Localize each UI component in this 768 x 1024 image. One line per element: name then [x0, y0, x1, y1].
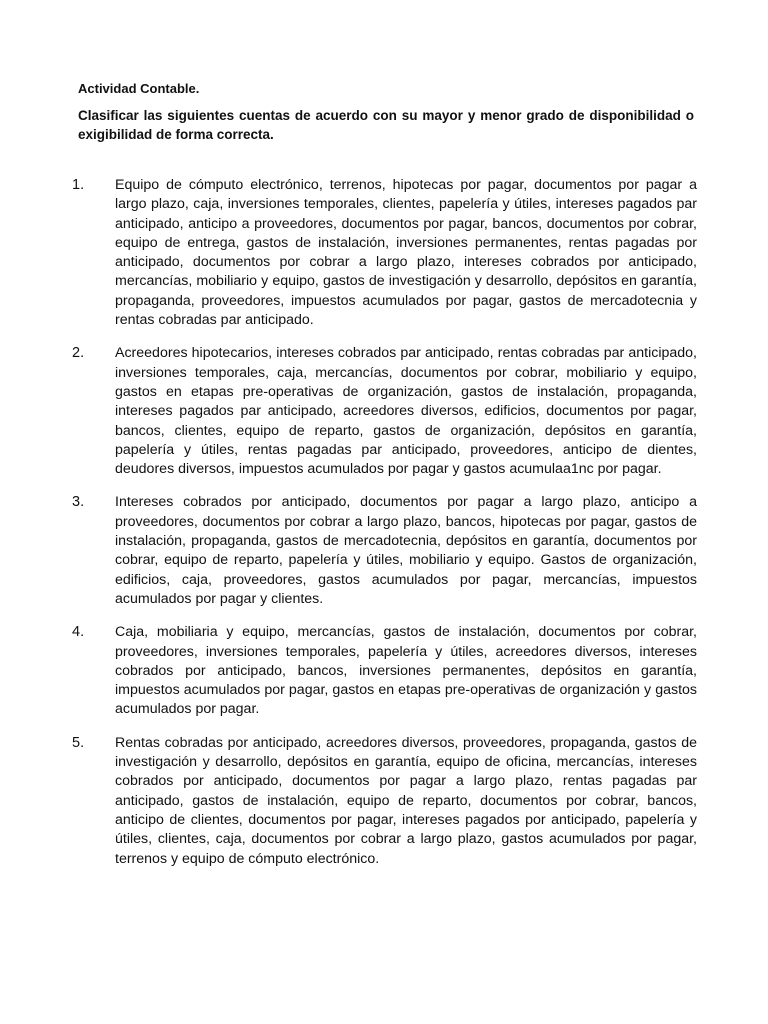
- list-item-text: Acreedores hipotecarios, intereses cobrados par anticipado, rentas cobradas par anticipado, inversiones temporales, caja, mercancías, documentos por cobrar, mobiliario y equipo, gastos en etapas pre-operativas de organización, gastos de instalación, propaganda, intereses pagados par anticipado, acreedores diversos, edificios, documentos por pagar, bancos, clientes, equipo de reparto, gastos de organización, depósitos en garantía, papelería y útiles, rentas pagadas par anticipado, proveedores, anticipo de dientes, deudores diversos, impuestos acumulados por pagar y gastos acumulaa1nc por pagar.: [115, 345, 697, 478]
- list-item-text: Caja, mobiliaria y equipo, mercancías, gastos de instalación, documentos por cobrar, proveedores, inversiones temporales, papelería y útiles, acreedores diversos, intereses cobrados por anticipado, bancos, inversiones permanentes, depósitos en garantía, impuestos acumulados por pagar, gastos en etapas pre-operativas de organización y gastos acumulados por pagar.: [115, 624, 697, 718]
- list-item: [0, 176, 768, 330]
- list-item-number: 4.: [72, 624, 85, 641]
- list-item-number: 2.: [72, 345, 85, 362]
- list-item: [0, 623, 768, 719]
- list-item: [0, 493, 768, 609]
- list-item-text: Equipo de cómputo electrónico, terrenos, hipotecas por pagar, documentos por pagar a largo plazo, caja, inversiones temporales, clientes, papelería y útiles, intereses pagados par anticipado, anticipo a proveedores, documentos por pagar, bancos, documentos por cobrar, equipo de entrega, gastos de instalación, inversiones permanentes, rentas pagadas por anticipado, documentos por cobrar a largo plazo, intereses cobrados por anticipado, mercancías, mobiliario y equipo, gastos de investigación y desarrollo, depósitos en garantía, propaganda, proveedores, impuestos acumulados por pagar, gastos de mercadotecnia y rentas cobradas par anticipado.: [115, 177, 697, 329]
- list-item: [0, 344, 768, 479]
- instructions-text: Clasificar las siguientes cuentas de acuerdo con su mayor y menor grado de disponibilidad o exigibilidad de forma correcta.: [78, 108, 694, 142]
- list-item-text: Rentas cobradas por anticipado, acreedores diversos, proveedores, propaganda, gastos de investigación y desarrollo, depósitos en garantía, equipo de oficina, mercancías, intereses cobrados por anticipado, documentos por pagar a largo plazo, rentas pagadas par anticipado, gastos de instalación, equipo de reparto, documentos por cobrar, bancos, anticipo de clientes, documentos por pagar, intereses pagados por anticipado, papelería y útiles, clientes, caja, documentos por cobrar a largo plazo, gastos acumulados por pagar, terrenos y equipo de cómputo electrónico.: [115, 734, 697, 867]
- list-item-number: 5.: [72, 734, 85, 751]
- document-title: Actividad Contable.: [78, 81, 200, 96]
- list-item: [0, 734, 768, 869]
- list-item-text: Intereses cobrados por anticipado, documentos por pagar a largo plazo, anticipo a proveedores, documentos por cobrar a largo plazo, bancos, hipotecas por pagar, gastos de instalación, propaganda, gastos de mercadotecnia, depósitos en garantía, documentos por cobrar, equipo de reparto, papelería y útiles, mobiliario y equipo. Gastos de organización, edificios, caja, proveedores, gastos acumulados por pagar, mercancías, impuestos acumulados por pagar y clientes.: [115, 494, 697, 607]
- list-item-number: 1.: [72, 177, 85, 193]
- list-item-number: 3.: [72, 494, 85, 511]
- accounts-list: [0, 176, 768, 883]
